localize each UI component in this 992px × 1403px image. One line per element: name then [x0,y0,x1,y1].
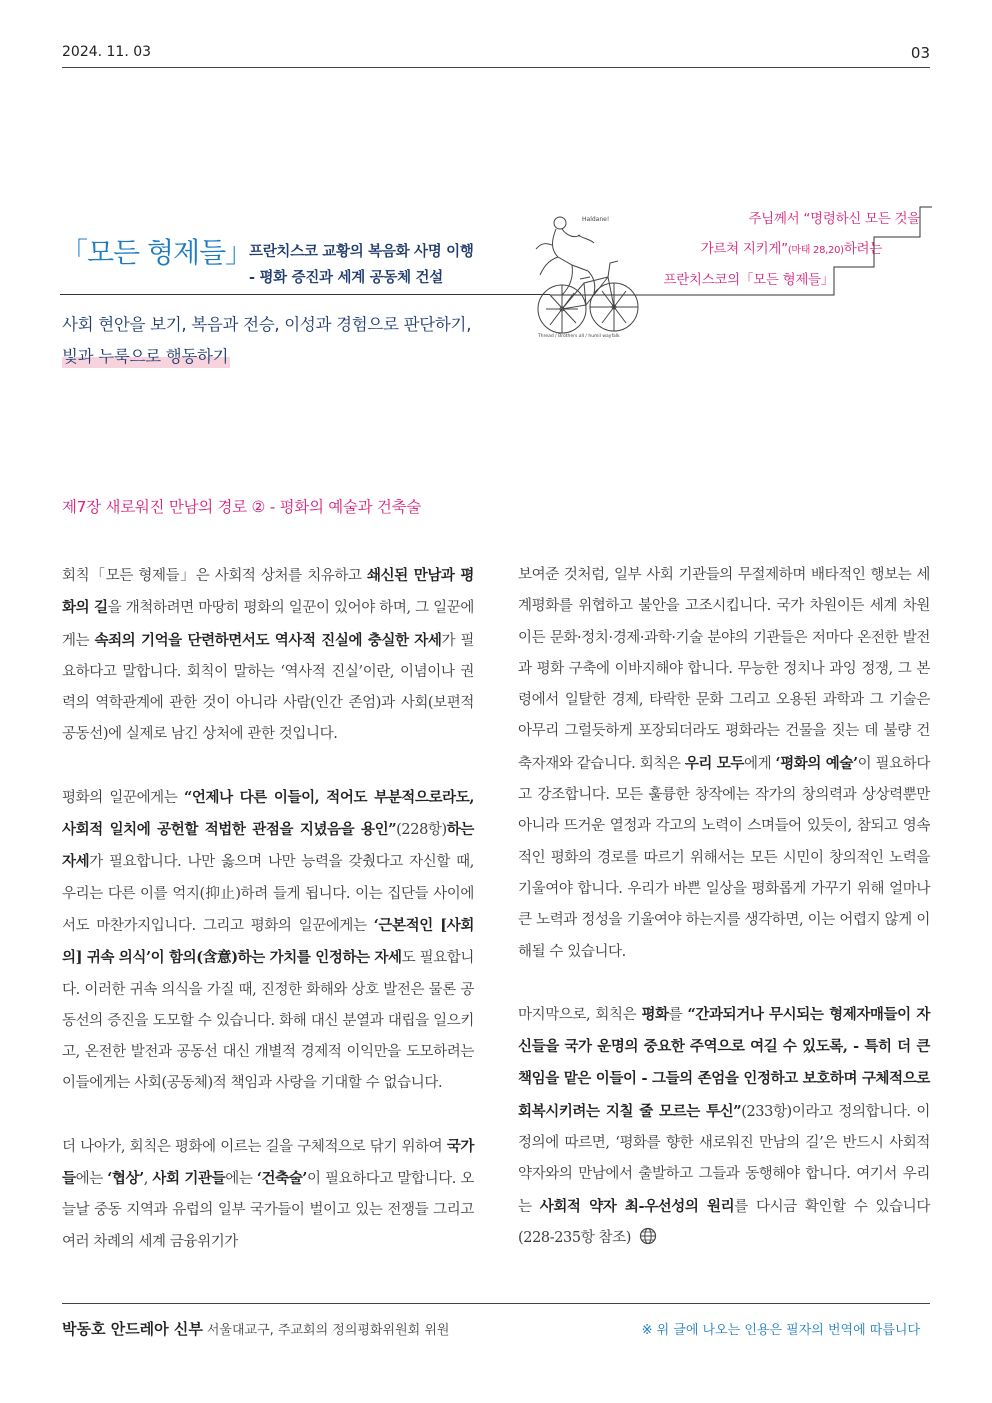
right-column [518,560,930,1254]
text-run: 가 필요하다고 말합니다. 회칙이 말하는 ‘역사적 진실’이란, 이념이나 권력의 역학관계에 관한 것이 아니라 사람(인간 존엄)과 사회(보편적 공동선)에 실제로 남긴 상처에 관한 것입니다. [62,632,474,743]
emphasis: 하는 자세 [62,821,474,871]
chapter-heading: 제7장 새로워진 만남의 경로 ② - 평화의 예술과 건축술 [62,498,421,516]
author-credit [62,1318,449,1339]
series-title: 「모든 형제들」 [60,236,253,269]
emphasis: “언제나 다른 이들이, 적어도 부분적으로라도, 사회적 일치에 공헌할 적법한 관점을 지녔음을 용인” [62,788,474,839]
illustration-caption-top: Haldane! [582,216,610,223]
lead-line-2: 빛과 누룩으로 행동하기 [62,343,230,368]
header-rule [62,67,930,68]
author-role: 서울대교구, 주교회의 정의평화위원회 위원 [206,1323,450,1338]
left-column [62,560,474,1258]
text-run: 회칙「모든 형제들」은 사회적 상처를 치유하고 [62,568,368,584]
emphasis: 평화 [641,1005,669,1023]
emphasis: 쇄신된 만남과 평화의 길 [62,567,475,617]
quote-line-1: 주님께서 “명령하신 모든 것을 [748,211,920,227]
paragraph [62,560,474,751]
emphasis: 사회 기관들 [152,1170,226,1188]
text-run: 평화의 일꾼에게는 [62,789,184,806]
text-run: 더 나아가, 회칙은 평화에 이르는 길을 구체적으로 닦기 위하여 [62,1138,447,1155]
paragraph [62,1131,474,1258]
text-run: 을 개척하려면 마땅히 평화의 일꾼이 있어야 하며, 그 일꾼에게는 [62,600,474,649]
text-run: 를 다시금 확인할 수 있습니다(228-235항 참조) [518,1198,930,1246]
page-number: 03 [910,44,930,62]
quote-reference: (마태 28,20) [787,245,844,256]
text-run: 를 [668,1006,688,1023]
emphasis: “간과되거나 무시되는 형제자매들이 자신들을 국가 운명의 중요한 주역으로 여길 수 있도록, - 특히 더 큰 책임을 맡은 이들이 - 그들의 존엄을 인정하고 보호하며 구체적으로 회복시키려는 지칠 줄 모르는 투신” [518,1005,930,1120]
title-rule [60,294,550,295]
quote-line-3: 프란치스코의「모든 형제들」 [663,272,834,288]
illustration-caption-bottom: Thread / Brothers all / humil wayfalk [538,334,620,339]
globe-icon [639,1227,657,1245]
text-run: 에는 [225,1171,257,1188]
paragraph [518,999,930,1254]
text-run: 이 필요하다고 말합니다. 오늘날 중동 지역과 유럽의 일부 국가들이 벌이고 있는 전쟁들 그리고 여러 차례의 세계 금융위기가 [62,1171,475,1250]
quote-line-2 [701,237,882,257]
paragraph [518,560,930,968]
emphasis: ‘협상’ [107,1170,144,1188]
emphasis: ‘평화의 예술’ [775,754,858,772]
lead-line-1: 사회 현안을 보기, 복음과 전승, 이성과 경험으로 판단하기, [62,315,472,334]
text-run: (233항)이라고 정의합니다. 이 정의에 따르면, ‘평화를 향한 새로워진 만남의 길’은 반드시 사회적 약자와의 만남에서 출발하고 그들과 동행해야 합니다. 여기서 우리는 [518,1103,930,1215]
quote-line-2-text: 가르쳐 지키게” [700,241,788,257]
cyclist-illustration [532,205,644,348]
text-run: 도 필요합니다. 이러한 귀속 의식을 가질 때, 진정한 화해와 상호 발전은 물론 공동선의 증진을 도모할 수 있습니다. 화해 대신 분열과 대립을 일으키고, 온전한 발전과 공동선 대신 개별적 경제적 이익만을 도모하려는 이들에게는 사회(공동체)적 책임과 사랑을 기대할 수 없습니다. [62,950,474,1092]
text-run: (228항) [396,822,447,839]
emphasis: ‘근본적인 [사회의] 귀속 의식’이 함의(含意)하는 가치를 인정하는 자세 [62,916,474,967]
footer-rule [62,1303,930,1304]
issue-date: 2024. 11. 03 [62,44,152,60]
text-run: 이 필요하다고 강조합니다. 모든 훌륭한 창작에는 작가의 창의력과 상상력뿐만 아니라 뜨거운 열정과 각고의 노력이 스며들어 있듯이, 참되고 영속적인 평화의 경로를 따르기 위해서는 모든 시민이 창의적인 노력을 기울여야 합니다. 우리가 바쁜 일상을 평화롭게 가꾸기 위해 얼마나 큰 노력과 정성을 기울여야 하는지를 생각하면, 이는 어렵지 않게 이해될 수 있습니다. [518,755,930,960]
author-name: 박동호 안드레아 신부 [62,1320,203,1338]
translation-note: ※ 위 글에 나오는 인용은 필자의 번역에 따릅니다 [641,1323,920,1338]
text-run: 마지막으로, 회칙은 [518,1006,642,1023]
emphasis: 속죄의 기억을 단련하면서도 역사적 진실에 충실한 자세 [94,631,442,649]
quote-line-2-end: 하려는 [843,241,882,257]
text-run: 가 필요합니다. 나만 옳으며 나만 능력을 갖췄다고 자신할 때, 우리는 다른 이를 억지(抑止)하려 들게 됩니다. 이는 집단들 사이에서도 마찬가지입니다. 그리고 평화의 일꾼에게는 [62,854,474,934]
series-subtitle-line1: 프란치스코 교황의 복음화 사명 이행 [249,244,474,260]
text-run: 보여준 것처럼, 일부 사회 기관들의 무절제하며 배타적인 행보는 세계평화를 위협하고 불안을 고조시킵니다. 국가 차원이든 세계 차원이든 문화·정치·경제·과학·기술 분야의 기관들은 저마다 온전한 발전과 평화 구축에 이바지해야 합니다. 무능한 정치나 과잉 정쟁, 그 본령에서 일탈한 경제, 타락한 문화 그리고 오용된 과학과 그 기술은 아무리 그럴듯하게 포장되더라도 평화라는 건물을 짓는 데 불량 건축자재와 같습니다. 회칙은 [518,567,930,772]
emphasis: 우리 모두 [684,754,745,772]
emphasis: ‘건축술’ [256,1170,307,1188]
text-run: 에게 [744,755,776,772]
emphasis: 국가들 [62,1137,474,1188]
emphasis: 사회적 약자 최-우선성의 원리 [539,1197,735,1215]
series-subtitle-line2: - 평화 증진과 세계 공동체 건설 [249,270,443,286]
text-run: 에는 [75,1171,108,1188]
text-run: , [143,1171,153,1188]
paragraph [62,782,474,1100]
